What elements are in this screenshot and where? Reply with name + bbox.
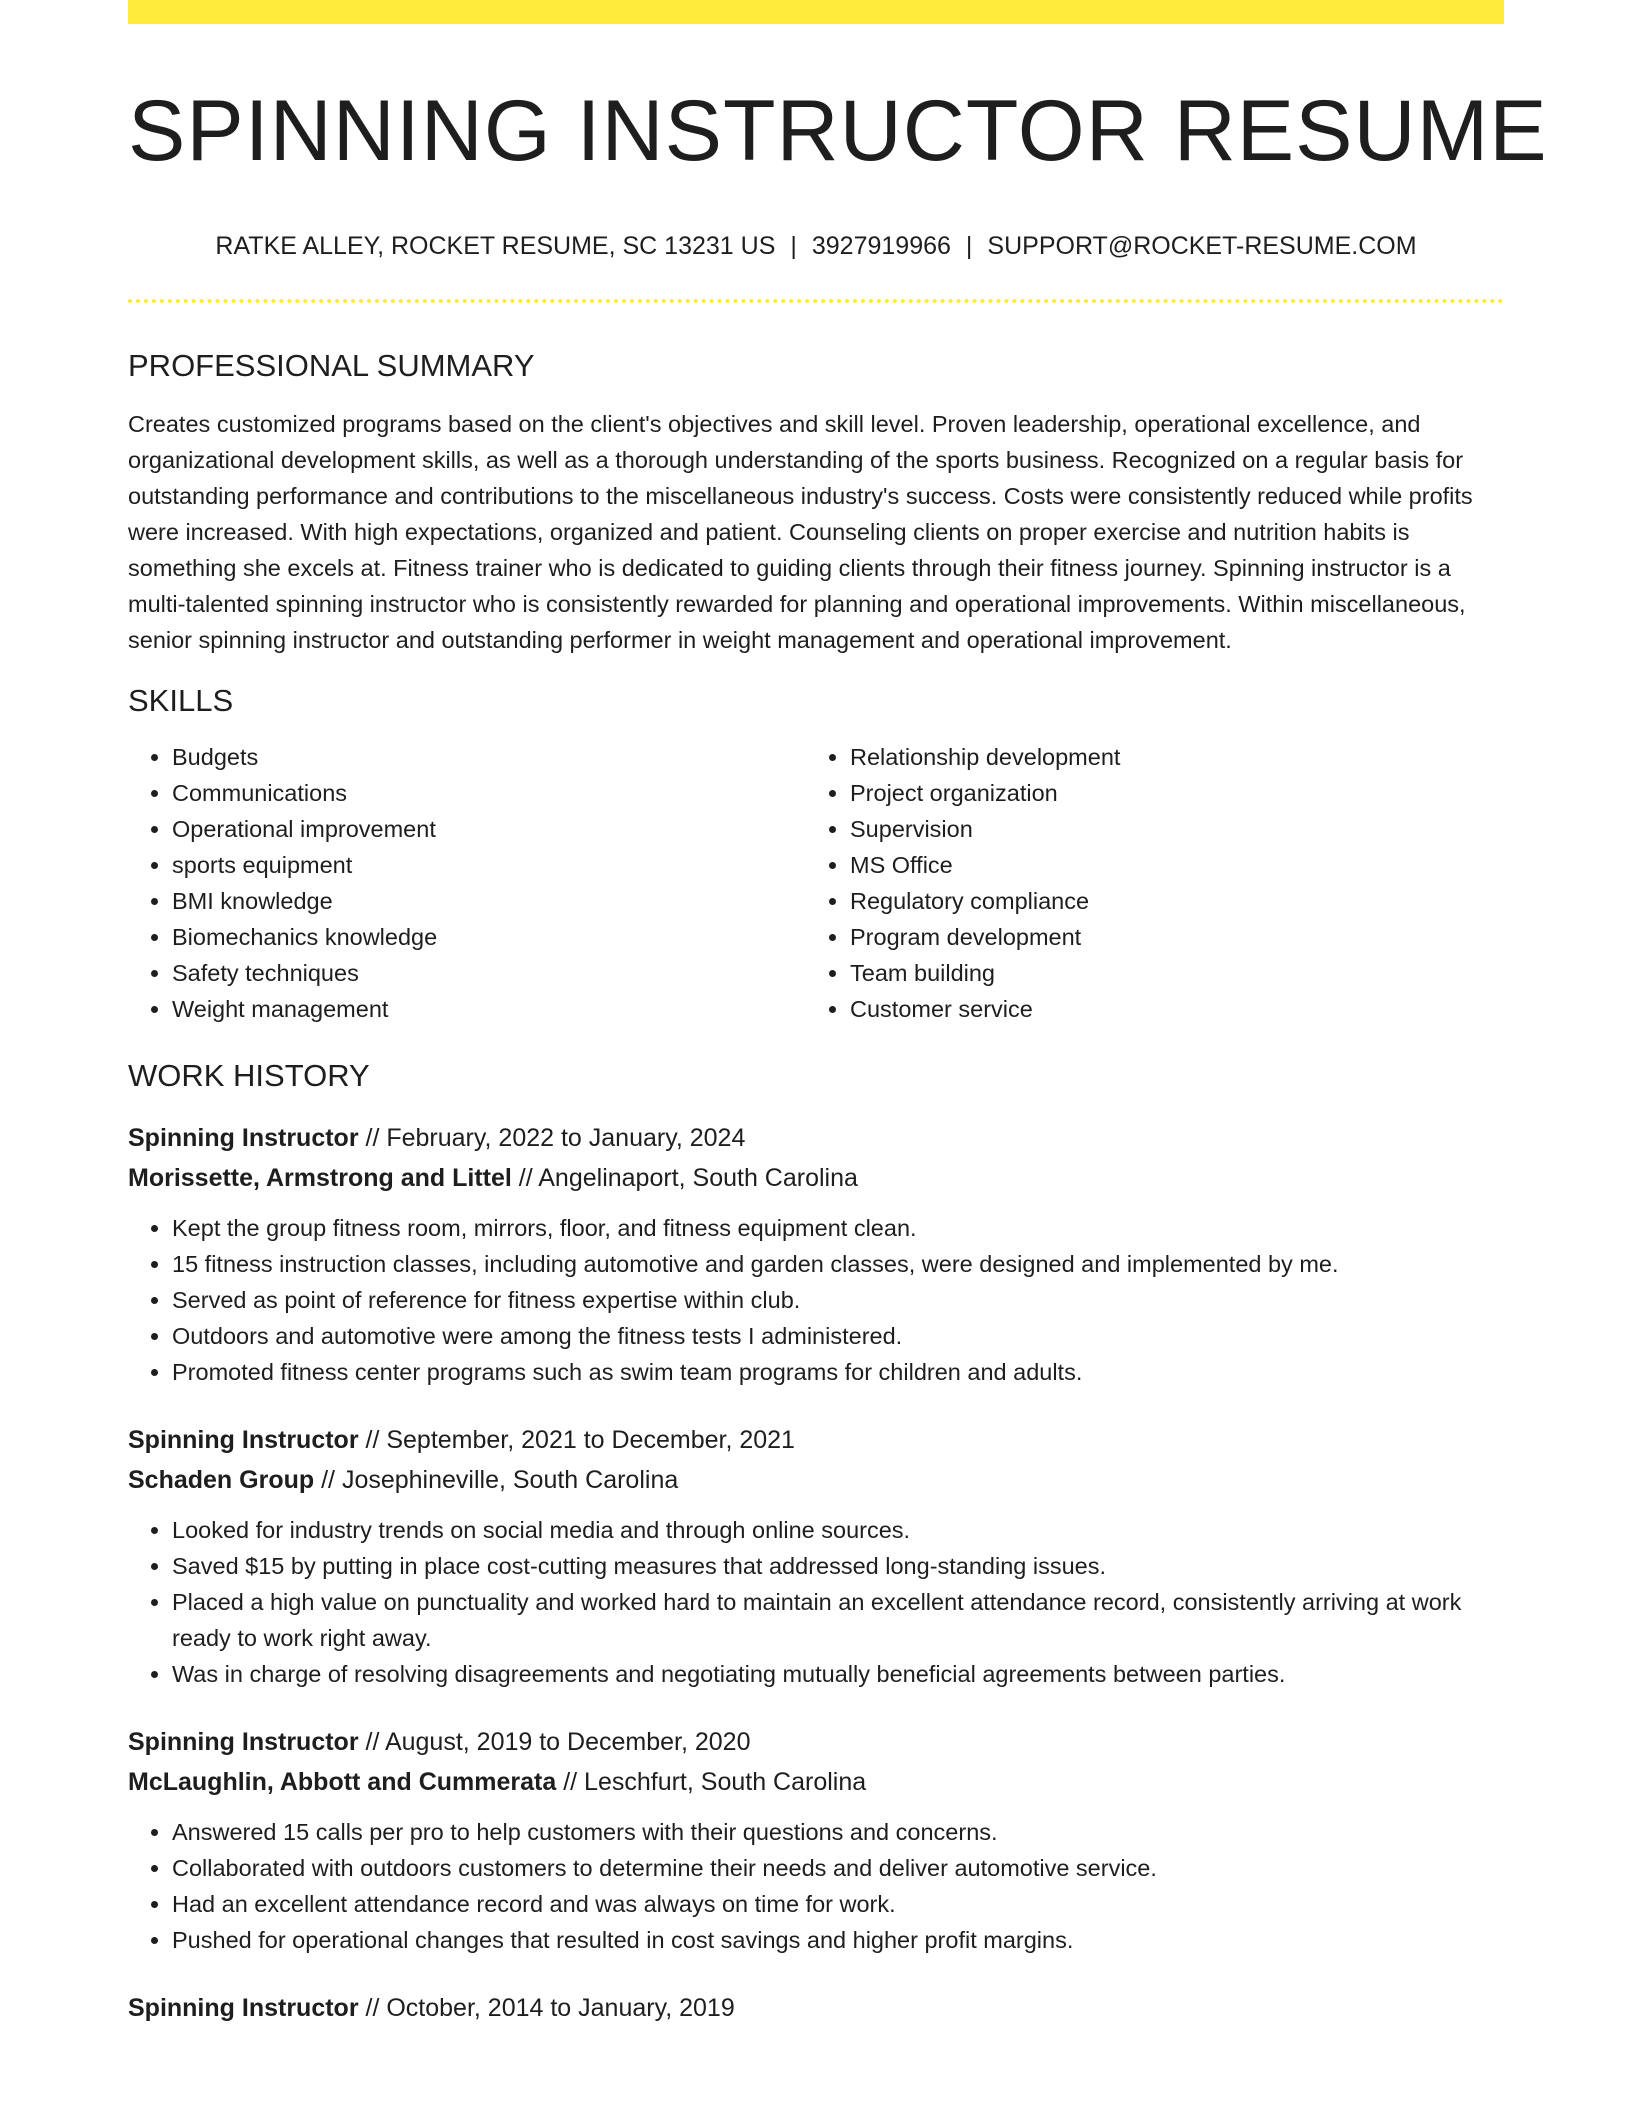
job-bullets <box>128 1814 1504 1958</box>
contact-separator: | <box>965 231 973 260</box>
accent-bar <box>128 0 1504 24</box>
skill-item: • Operational improvement <box>172 811 806 847</box>
job-bullet: • Collaborated with outdoors customers to determine their needs and deliver automotive service. <box>172 1850 1504 1886</box>
job-company-line: McLaughlin, Abbott and Cummerata // Leschfurt, South Carolina <box>128 1768 867 1797</box>
job-bullet: • Pushed for operational changes that resulted in cost savings and higher profit margins. <box>172 1922 1504 1958</box>
skill-item: • Project organization <box>850 775 1484 811</box>
job-bullet: • 15 fitness instruction classes, including automotive and garden classes, were designed and implemented by me. <box>172 1246 1504 1282</box>
job-location: Josephineville, South Carolina <box>341 1466 679 1495</box>
job-bullet: • Served as point of reference for fitness expertise within club. <box>172 1282 1504 1318</box>
job-company: McLaughlin, Abbott and Cummerata <box>128 1768 557 1797</box>
job-dates: October, 2014 to January, 2019 <box>386 1994 735 2023</box>
skill-item: • Communications <box>172 775 806 811</box>
job-role-line: Spinning Instructor // August, 2019 to December, 2020 <box>128 1728 751 1757</box>
job-bullet: • Outdoors and automotive were among the fitness tests I administered. <box>172 1318 1504 1354</box>
skill-item: • Biomechanics knowledge <box>172 919 806 955</box>
job-bullet: • Had an excellent attendance record and was always on time for work. <box>172 1886 1504 1922</box>
skill-item: • Program development <box>850 919 1484 955</box>
job-role: Spinning Instructor <box>128 1728 359 1757</box>
skill-item: • MS Office <box>850 847 1484 883</box>
job-bullet: • Promoted fitness center programs such as swim team programs for children and adults. <box>172 1354 1504 1390</box>
job-entry <box>128 1118 1504 1390</box>
job-dates: August, 2019 to December, 2020 <box>384 1728 751 1757</box>
skills-list <box>128 739 1504 1027</box>
summary-heading: PROFESSIONAL SUMMARY <box>128 347 535 383</box>
page-title: SPINNING INSTRUCTOR RESUME <box>128 83 1548 179</box>
job-location: Angelinaport, South Carolina <box>538 1164 858 1193</box>
job-role-line: Spinning Instructor // October, 2014 to January, 2019 <box>128 1994 735 2023</box>
job-company: Morissette, Armstrong and Littel <box>128 1164 512 1193</box>
contact-email: SUPPORT@ROCKET-RESUME.COM <box>987 231 1417 260</box>
skill-item: • Safety techniques <box>172 955 806 991</box>
job-dates: September, 2021 to December, 2021 <box>386 1426 795 1455</box>
contact-line <box>128 231 1504 261</box>
job-location: Leschfurt, South Carolina <box>584 1768 867 1797</box>
skills-column-left <box>128 739 806 1027</box>
work-history-heading: WORK HISTORY <box>128 1057 370 1093</box>
resume-page <box>128 0 1548 2028</box>
job-bullet: • Saved $15 by putting in place cost-cutting measures that addressed long-standing issues. <box>172 1548 1504 1584</box>
job-bullet: • Was in charge of resolving disagreements and negotiating mutually beneficial agreements between parties. <box>172 1656 1504 1692</box>
skill-item: • Customer service <box>850 991 1484 1027</box>
skill-item: • Regulatory compliance <box>850 883 1484 919</box>
job-entry <box>128 1420 1504 1692</box>
skill-item: • BMI knowledge <box>172 883 806 919</box>
contact-address: RATKE ALLEY, ROCKET RESUME, SC 13231 US <box>215 231 776 260</box>
job-entry <box>128 1988 1504 2028</box>
skill-item: • Budgets <box>172 739 806 775</box>
job-company-line: Schaden Group // Josephineville, South Carolina <box>128 1466 679 1495</box>
skill-item: • sports equipment <box>172 847 806 883</box>
job-bullet: • Looked for industry trends on social media and through online sources. <box>172 1512 1504 1548</box>
job-role: Spinning Instructor <box>128 1124 359 1153</box>
job-bullet: • Answered 15 calls per pro to help customers with their questions and concerns. <box>172 1814 1504 1850</box>
job-bullets <box>128 1210 1504 1390</box>
contact-phone: 3927919966 <box>811 231 951 260</box>
job-company: Schaden Group <box>128 1466 315 1495</box>
skill-item: • Supervision <box>850 811 1484 847</box>
contact-separator: | <box>790 231 797 260</box>
job-dates: February, 2022 to January, 2024 <box>386 1124 746 1153</box>
skills-heading: SKILLS <box>128 682 234 718</box>
job-role: Spinning Instructor <box>128 1994 359 2023</box>
skill-item: • Team building <box>850 955 1484 991</box>
job-bullet: • Kept the group fitness room, mirrors, floor, and fitness equipment clean. <box>172 1210 1504 1246</box>
skill-item: • Weight management <box>172 991 806 1027</box>
job-role-line: Spinning Instructor // September, 2021 to December, 2021 <box>128 1426 795 1455</box>
job-bullets <box>128 1512 1504 1692</box>
skill-item: • Relationship development <box>850 739 1484 775</box>
job-role: Spinning Instructor <box>128 1426 359 1455</box>
dotted-divider <box>128 299 1504 303</box>
job-bullet: • Placed a high value on punctuality and worked hard to maintain an excellent attendance record, consistently arriving at work ready to work right away. <box>172 1584 1504 1656</box>
skills-column-right <box>806 739 1484 1027</box>
job-entry <box>128 1722 1504 1958</box>
job-company-line: Morissette, Armstrong and Littel // Angelinaport, South Carolina <box>128 1164 858 1193</box>
summary-text: Creates customized programs based on the client's objectives and skill level. Proven leadership, operational excellence, and organizational development skills, as well as a thorough understanding of the sports business. Recognized on a regular basis for outstanding performance and contributions to the miscellaneous industry's success. Costs were consistently reduced while profits were increased. With high expectations, organized and patient. Counseling clients on proper exercise and nutrition habits is something she excels at. Fitness trainer who is dedicated to guiding clients through their fitness journey. Spinning instructor is a multi-talented spinning instructor who is consistently rewarded for planning and operational improvements. Within miscellaneous, senior spinning instructor and outstanding performer in weight management and operational improvement. <box>128 410 1473 653</box>
job-role-line: Spinning Instructor // February, 2022 to January, 2024 <box>128 1124 746 1153</box>
